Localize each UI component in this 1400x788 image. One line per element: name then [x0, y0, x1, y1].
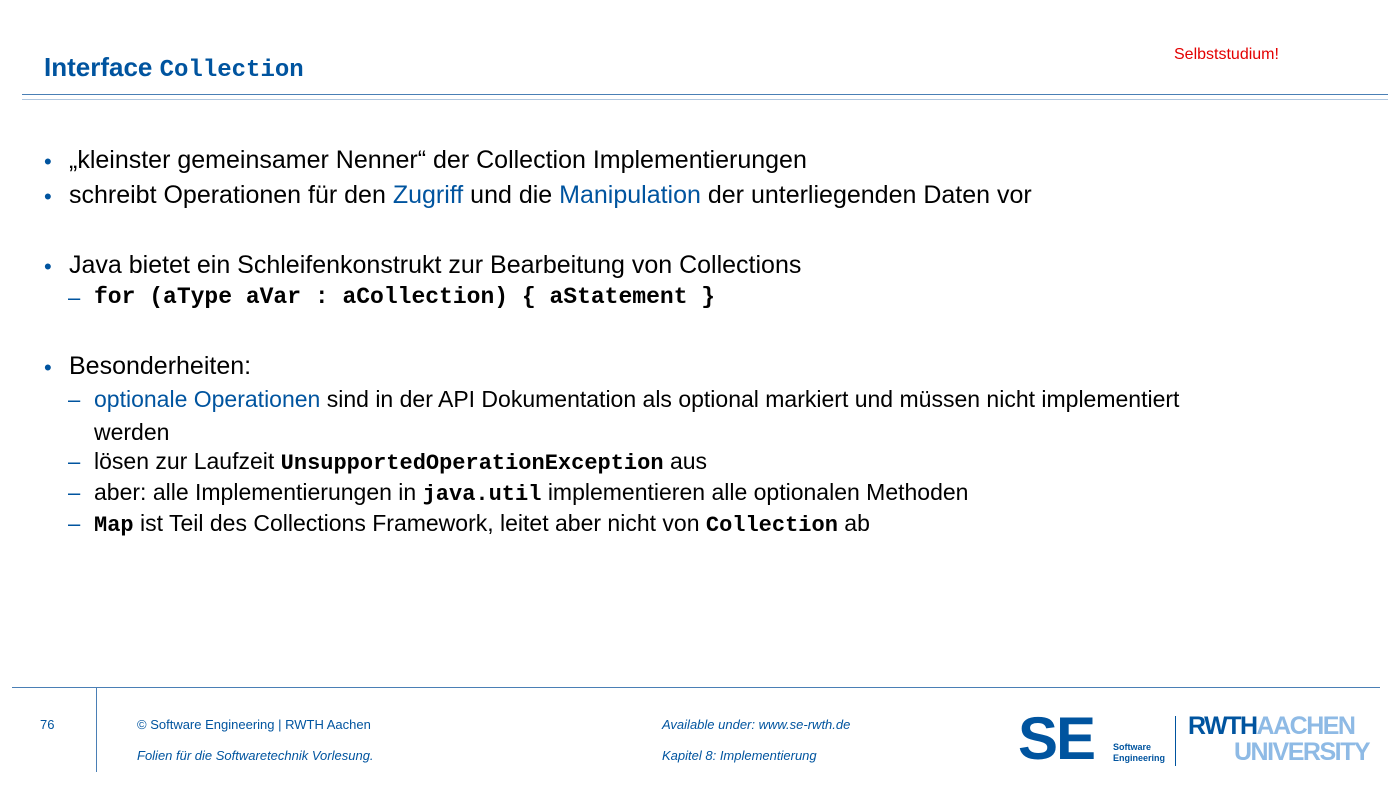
bullet-1: „kleinster gemeinsamer Nenner“ der Collection Implementierungen: [69, 146, 807, 174]
title-code: Collection: [159, 57, 304, 84]
footer-available: Available under: www.se-rwth.de: [662, 717, 851, 732]
bullet-3: Java bietet ein Schleifenkonstrukt zur Bearbeitung von Collections: [69, 251, 802, 279]
dash-marker: –: [68, 387, 81, 412]
rwth-logo: [1188, 712, 1368, 772]
dash-marker: –: [68, 511, 81, 536]
rwth-logo-bottom: UNIVERSITY: [1234, 738, 1370, 766]
bullet-marker: •: [44, 149, 52, 174]
self-study-note: Selbststudium!: [1174, 46, 1279, 63]
bullet-marker: •: [44, 254, 52, 279]
sub-java-util: aber: alle Implementierungen in java.util implementieren alle optionalen Methoden: [94, 479, 969, 507]
dash-marker: –: [68, 285, 81, 310]
for-loop-code: for (aType aVar : aCollection) { aStatement }: [94, 284, 716, 310]
dash-marker: –: [68, 449, 81, 474]
bullet-4: Besonderheiten:: [69, 352, 252, 380]
footer-course: Folien für die Softwaretechnik Vorlesung.: [137, 748, 374, 763]
sub-exception: lösen zur Laufzeit UnsupportedOperationException aus: [94, 448, 708, 476]
bullet-marker: •: [44, 355, 52, 380]
bullet-2: schreibt Operationen für den Zugriff und die Manipulation der unterliegenden Daten vor: [69, 181, 1032, 209]
bullet-marker: •: [44, 184, 52, 209]
title-prefix: Interface: [44, 52, 153, 82]
se-logo-text: Software Engineering: [1113, 742, 1166, 763]
header-rule-light: [22, 99, 1388, 100]
footer-copyright: © Software Engineering | RWTH Aachen: [137, 717, 371, 732]
dash-marker: –: [68, 480, 81, 505]
sub-optional-operations-cont: werden: [94, 419, 170, 445]
sub-optional-operations: optionale Operationen sind in der API Dokumentation als optional markiert und müssen nicht implementiert: [94, 386, 1180, 412]
footer-divider: [96, 688, 97, 772]
header-rule: [22, 94, 1388, 95]
se-logo: [1018, 706, 1168, 772]
sub-map: Map ist Teil des Collections Framework, leitet aber nicht von Collection ab: [94, 510, 870, 538]
footer-chapter: Kapitel 8: Implementierung: [662, 748, 817, 763]
rwth-logo-top: RWTHAACHEN: [1188, 712, 1355, 740]
highlight-manipulation: Manipulation: [559, 181, 701, 209]
highlight-zugriff: Zugriff: [392, 181, 464, 209]
footer-rule: [12, 687, 1380, 688]
logo-separator: [1175, 716, 1176, 766]
page-number: 76: [40, 717, 55, 732]
slide-title: [44, 52, 304, 84]
se-logo-letters: SE: [1018, 705, 1095, 772]
